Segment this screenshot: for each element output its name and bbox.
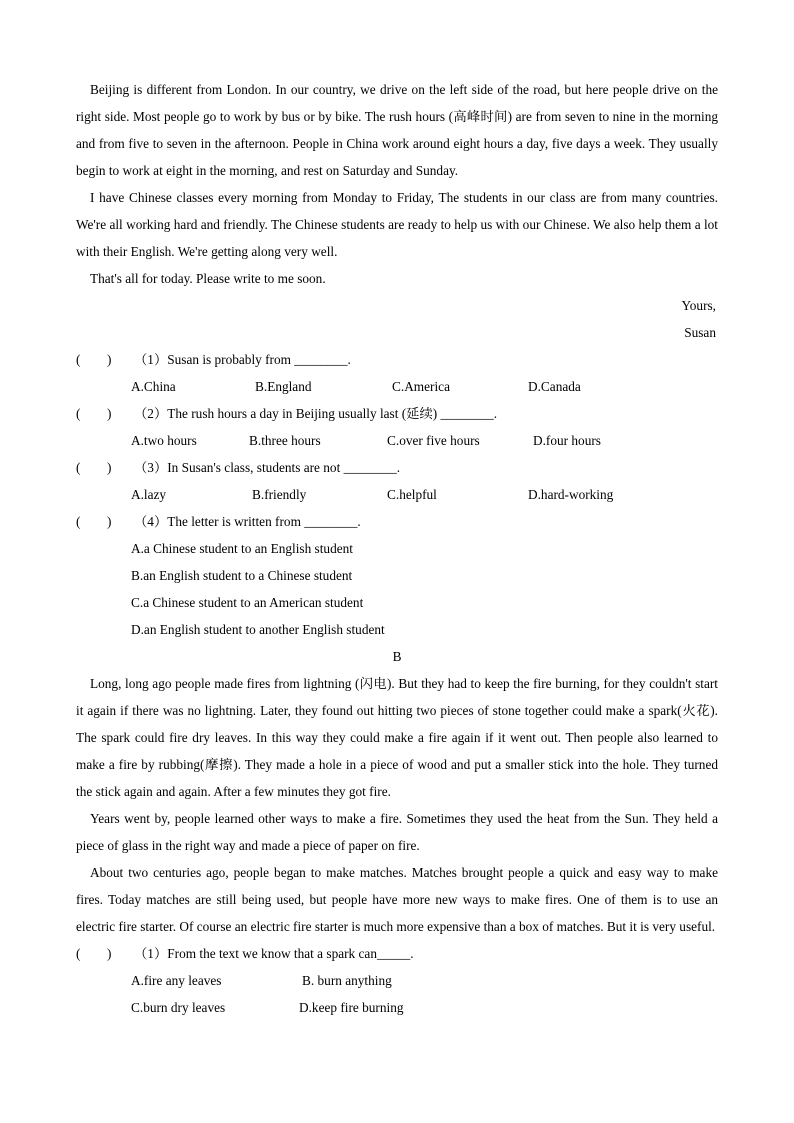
question-stem: （1）Susan is probably from ________.: [134, 352, 351, 367]
options-a3: [76, 481, 718, 508]
option-d: D.keep fire burning: [299, 1000, 404, 1015]
option-b: B.England: [255, 379, 312, 394]
question-stem: （4）The letter is written from ________.: [134, 514, 361, 529]
passage-b-paragraph-3: About two centuries ago, people began to make matches. Matches brought people a quick and easy way to make fires. Today matches are still being used, but people have more new ways to make fires. One of them is to use an electric fire starter. Of course an electric fire starter is much more expensive than a box of matches. But it is very useful.: [76, 865, 718, 934]
option-b: B.an English student to a Chinese student: [131, 568, 353, 583]
option-b: B.friendly: [252, 487, 307, 502]
option-a: A.two hours: [131, 433, 197, 448]
option-d: D.hard-working: [528, 487, 614, 502]
options-b1-row2: [76, 994, 718, 1021]
option-c: C.over five hours: [387, 433, 480, 448]
option-c: C.a Chinese student to an American student: [131, 595, 364, 610]
passage-a-paragraph-1: Beijing is different from London. In our country, we drive on the left side of the road, but here people drive on the right side. Most people go to work by bus or by bike. The rush hours (高峰时间) are from seven to nine in the morning and from five to seven in the afternoon. People in China work around eight hours a day, five days a week. They usually begin to work at eight in the morning, and rest on Saturday and Sunday.: [76, 82, 718, 178]
letter-signature: Susan: [684, 325, 716, 340]
option-a: A.lazy: [131, 487, 167, 502]
option-c: C.helpful: [387, 487, 437, 502]
question-stem: （3）In Susan's class, students are not ________.: [134, 460, 401, 475]
option-c: C.America: [392, 379, 450, 394]
question-a2: [76, 400, 718, 427]
options-a2: [76, 427, 718, 454]
document-page: [76, 76, 718, 1021]
answer-blank[interactable]: ( ): [76, 406, 112, 421]
option-a: A.fire any leaves: [131, 973, 222, 988]
answer-blank[interactable]: ( ): [76, 352, 112, 367]
option-a: A.a Chinese student to an English student: [131, 541, 353, 556]
answer-blank[interactable]: ( ): [76, 460, 112, 475]
question-a1: [76, 346, 718, 373]
option-d: D.four hours: [533, 433, 601, 448]
answer-blank[interactable]: ( ): [76, 514, 112, 529]
question-stem: （2）The rush hours a day in Beijing usually last (延续) ________.: [134, 406, 498, 421]
question-a4: [76, 508, 718, 535]
section-heading-b: B: [392, 649, 402, 664]
option-d: D.Canada: [528, 379, 581, 394]
passage-a-paragraph-2: I have Chinese classes every morning from Monday to Friday, The students in our class are from many countries. We're all working hard and friendly. The Chinese students are ready to help us with our Chinese. We also help them a lot with their English. We're getting along very well.: [76, 190, 718, 259]
option-c: C.burn dry leaves: [131, 1000, 226, 1015]
options-b1-row1: [76, 967, 718, 994]
option-b: B.three hours: [249, 433, 321, 448]
option-b: B. burn anything: [302, 973, 392, 988]
answer-blank[interactable]: ( ): [76, 946, 112, 961]
passage-a-paragraph-3: That's all for today. Please write to me soon.: [90, 271, 326, 286]
passage-b-paragraph-2: Years went by, people learned other ways to make a fire. Sometimes they used the heat from the Sun. They held a piece of glass in the right way and made a piece of paper on fire.: [76, 811, 718, 853]
passage-b-paragraph-1: Long, long ago people made fires from lightning (闪电). But they had to keep the fire burning, for they couldn't start it again if there was no lightning. Later, they found out hitting two pieces of stone together could make a spark(火花). The spark could fire dry leaves. In this way they could make a fire again if it went out. Then people also learned to make a fire by rubbing(摩擦). They made a hole in a piece of wood and put a smaller stick into the hole. They turned the stick again and again. After a few minutes they got fire.: [76, 676, 718, 799]
options-a1: [76, 373, 718, 400]
letter-closing: Yours,: [681, 298, 716, 313]
question-b1: [76, 940, 718, 967]
question-a3: [76, 454, 718, 481]
option-d: D.an English student to another English student: [131, 622, 385, 637]
option-a: A.China: [131, 379, 176, 394]
question-stem: （1）From the text we know that a spark can_____.: [134, 946, 414, 961]
